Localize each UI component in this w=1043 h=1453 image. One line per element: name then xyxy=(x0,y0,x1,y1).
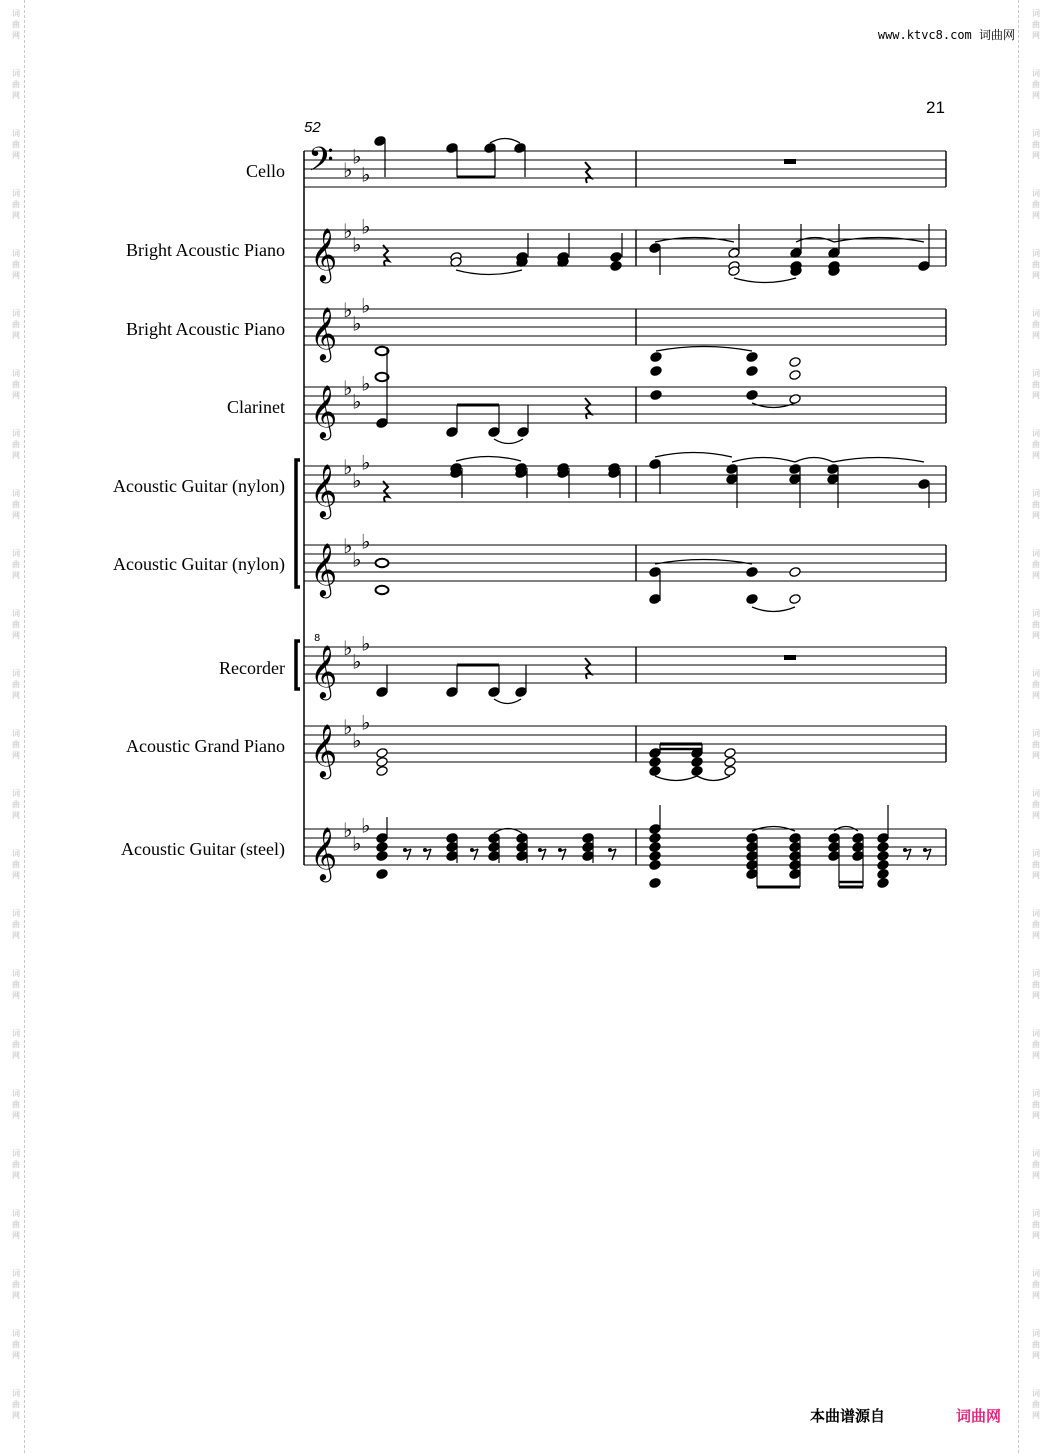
note-head xyxy=(374,135,387,146)
note-head xyxy=(789,850,802,861)
watermark-text-right: 词 曲 网 xyxy=(1032,789,1040,820)
footer-source-label: 本曲谱源自 xyxy=(810,1407,886,1425)
note-head xyxy=(789,356,802,367)
treble-clef: 𝄞 xyxy=(310,542,338,596)
note-head xyxy=(746,868,759,879)
note-head xyxy=(376,850,389,861)
instrument-label-bright-piano-2: Bright Acoustic Piano xyxy=(126,319,285,339)
watermark-text-left: 词 曲 网 xyxy=(12,189,20,220)
note-head xyxy=(376,747,389,758)
flat-sign: ♭ xyxy=(343,376,353,400)
flat-sign: ♭ xyxy=(343,636,353,660)
note-head xyxy=(918,478,931,489)
note-head xyxy=(789,841,802,852)
watermark-text-left: 词 曲 网 xyxy=(12,309,20,340)
note-head xyxy=(649,747,662,758)
instrument-label-grand-piano: Acoustic Grand Piano xyxy=(126,736,285,756)
note-head xyxy=(650,351,663,362)
note-head xyxy=(514,142,527,153)
flat-sign: ♭ xyxy=(343,534,353,558)
watermark-text-left: 词 曲 网 xyxy=(12,609,20,640)
note-head xyxy=(582,841,595,852)
treble-clef: 𝄞 xyxy=(310,723,338,777)
tie xyxy=(795,458,833,463)
watermark-text-left: 词 曲 网 xyxy=(12,789,20,820)
watermark-text-left: 词 曲 网 xyxy=(12,489,20,520)
note-head xyxy=(746,389,759,400)
flat-sign: ♭ xyxy=(352,831,362,856)
tie xyxy=(655,776,697,781)
watermark-text-left: 词 曲 网 xyxy=(12,1209,20,1240)
note-head xyxy=(582,832,595,843)
note-head xyxy=(789,369,802,380)
flat-sign: ♭ xyxy=(361,813,371,838)
note-head xyxy=(446,686,459,697)
note-head xyxy=(488,841,501,852)
tie xyxy=(456,457,521,462)
instrument-label-cello: Cello xyxy=(246,161,285,181)
tie xyxy=(732,458,795,463)
note-head xyxy=(649,877,662,888)
watermark-text-right: 词 曲 网 xyxy=(1032,969,1040,1000)
note-head xyxy=(877,868,890,879)
note-head xyxy=(516,841,529,852)
flat-sign: ♭ xyxy=(361,631,371,656)
flat-sign: ♭ xyxy=(343,158,353,182)
flat-sign: ♭ xyxy=(343,298,353,322)
note-head xyxy=(484,142,497,153)
note-head xyxy=(746,351,759,362)
note-head xyxy=(516,832,529,843)
watermark-text-left: 词 曲 网 xyxy=(12,9,20,40)
note-head xyxy=(446,142,459,153)
watermark-text-left: 词 曲 网 xyxy=(12,1149,20,1180)
whole-note xyxy=(376,559,389,567)
watermark-text-right: 词 曲 网 xyxy=(1032,609,1040,640)
note-head xyxy=(376,841,389,852)
measure-rest xyxy=(784,655,796,660)
watermark-text-left: 词 曲 网 xyxy=(12,669,20,700)
note-head xyxy=(649,832,662,843)
watermark-text-right: 词 曲 网 xyxy=(1032,729,1040,760)
note-head xyxy=(746,365,759,376)
note-head xyxy=(650,365,663,376)
tie xyxy=(655,453,732,458)
tie xyxy=(697,776,730,781)
watermark-text-left: 词 曲 网 xyxy=(12,1329,20,1360)
note-head xyxy=(516,850,529,861)
note-head xyxy=(649,841,662,852)
note-head xyxy=(724,756,737,767)
watermark-text-right: 词 曲 网 xyxy=(1032,549,1040,580)
watermark-text-left: 词 曲 网 xyxy=(12,129,20,160)
tie xyxy=(796,238,834,243)
watermark-text-left: 词 曲 网 xyxy=(12,1029,20,1060)
watermark-text-right: 词 曲 网 xyxy=(1032,849,1040,880)
watermark-text-right: 词 曲 网 xyxy=(1032,1269,1040,1300)
note-head xyxy=(724,765,737,776)
note-head xyxy=(488,426,501,437)
note-head xyxy=(852,841,865,852)
note-head xyxy=(649,823,662,834)
note-head xyxy=(746,859,759,870)
flat-sign: ♭ xyxy=(352,389,362,414)
note-head xyxy=(649,850,662,861)
note-head xyxy=(827,463,840,474)
note-head xyxy=(446,426,459,437)
note-head xyxy=(376,868,389,879)
note-head xyxy=(746,850,759,861)
instrument-label-recorder: Recorder xyxy=(219,658,285,678)
note-head xyxy=(828,841,841,852)
flat-sign: ♭ xyxy=(352,311,362,336)
tie xyxy=(456,270,522,275)
watermark-text-right: 词 曲 网 xyxy=(1032,249,1040,280)
note-head xyxy=(789,566,802,577)
quarter-rest xyxy=(585,162,591,183)
watermark-text-right: 词 曲 网 xyxy=(1032,429,1040,460)
note-head xyxy=(376,832,389,843)
note-head xyxy=(649,566,662,577)
note-head xyxy=(649,765,662,776)
flat-sign: ♭ xyxy=(352,144,362,169)
watermark-text-right: 词 曲 网 xyxy=(1032,309,1040,340)
watermark-text-right: 词 曲 网 xyxy=(1032,189,1040,220)
note-head xyxy=(446,832,459,843)
watermark-text-right: 词 曲 网 xyxy=(1032,489,1040,520)
note-head xyxy=(789,832,802,843)
quarter-rest xyxy=(585,398,591,419)
watermark-text-left: 词 曲 网 xyxy=(12,1089,20,1120)
note-head xyxy=(877,841,890,852)
note-head xyxy=(376,765,389,776)
measure-number: 52 xyxy=(304,119,321,136)
flat-sign: ♭ xyxy=(343,455,353,479)
treble-clef: 𝄞 xyxy=(310,826,338,880)
flat-sign: ♭ xyxy=(343,818,353,842)
watermark-text-right: 词 曲 网 xyxy=(1032,69,1040,100)
flat-sign: ♭ xyxy=(361,162,371,187)
note-head xyxy=(789,859,802,870)
note-head xyxy=(610,260,623,271)
note-head xyxy=(691,756,704,767)
watermark-text-right: 词 曲 网 xyxy=(1032,129,1040,160)
tie xyxy=(834,238,924,243)
watermark-text-right: 词 曲 网 xyxy=(1032,1389,1040,1420)
tie xyxy=(833,458,924,463)
tie xyxy=(752,607,795,612)
note-head xyxy=(789,868,802,879)
note-head xyxy=(724,747,737,758)
note-head xyxy=(852,850,865,861)
note-head xyxy=(877,877,890,888)
note-head xyxy=(746,841,759,852)
note-head xyxy=(726,463,739,474)
whole-note xyxy=(376,586,389,594)
footer-site-link[interactable]: 词曲网 xyxy=(956,1407,1002,1425)
note-head xyxy=(746,832,759,843)
watermark-text-right: 词 曲 网 xyxy=(1032,1329,1040,1360)
watermark-text-left: 词 曲 网 xyxy=(12,249,20,280)
note-head xyxy=(488,686,501,697)
flat-sign: ♭ xyxy=(361,371,371,396)
watermark-text-left: 词 曲 网 xyxy=(12,909,20,940)
clef-octave-mark: 8 xyxy=(314,633,321,644)
watermark-text-left: 词 曲 网 xyxy=(12,1389,20,1420)
flat-sign: ♭ xyxy=(352,547,362,572)
treble-clef: 𝄞 xyxy=(310,644,338,698)
note-head xyxy=(610,251,623,262)
note-head xyxy=(746,593,759,604)
watermark-text-right: 词 曲 网 xyxy=(1032,9,1040,40)
flat-sign: ♭ xyxy=(361,450,371,475)
note-head xyxy=(789,463,802,474)
note-head xyxy=(649,756,662,767)
note-head xyxy=(446,841,459,852)
note-head xyxy=(789,593,802,604)
source-url[interactable]: www.ktvc8.com 词曲网 xyxy=(877,28,1015,42)
measure-rest xyxy=(784,159,796,164)
note-head xyxy=(877,832,890,843)
watermark-text-right: 词 曲 网 xyxy=(1032,1089,1040,1120)
note-head xyxy=(649,242,662,253)
note-head xyxy=(376,417,389,428)
watermark-text-right: 词 曲 网 xyxy=(1032,1149,1040,1180)
watermark-text-left: 词 曲 网 xyxy=(12,729,20,760)
watermark-text-right: 词 曲 网 xyxy=(1032,669,1040,700)
note-head xyxy=(746,566,759,577)
watermark-text-left: 词 曲 网 xyxy=(12,69,20,100)
tie xyxy=(656,347,752,352)
note-head xyxy=(517,426,530,437)
watermark-text-left: 词 曲 网 xyxy=(12,549,20,580)
note-head xyxy=(877,859,890,870)
group-bracket xyxy=(296,641,300,689)
treble-clef: 𝄞 xyxy=(310,384,338,438)
flat-sign: ♭ xyxy=(352,232,362,257)
note-head xyxy=(852,832,865,843)
note-head xyxy=(446,850,459,861)
treble-clef: 𝄞 xyxy=(310,463,338,517)
note-head xyxy=(828,850,841,861)
page-number: 21 xyxy=(926,98,945,117)
note-head xyxy=(789,393,802,404)
note-head xyxy=(515,686,528,697)
tie xyxy=(490,139,520,144)
group-bracket xyxy=(296,460,300,587)
watermark-text-right: 词 曲 网 xyxy=(1032,1029,1040,1060)
flat-sign: ♭ xyxy=(352,649,362,674)
note-head xyxy=(649,458,662,469)
flat-sign: ♭ xyxy=(361,293,371,318)
flat-sign: ♭ xyxy=(343,219,353,243)
note-head xyxy=(488,850,501,861)
note-head xyxy=(376,686,389,697)
watermark-text-left: 词 曲 网 xyxy=(12,369,20,400)
watermark-text-right: 词 曲 网 xyxy=(1032,369,1040,400)
watermark-text-right: 词 曲 网 xyxy=(1032,1209,1040,1240)
note-head xyxy=(649,859,662,870)
watermark-text-left: 词 曲 网 xyxy=(12,1269,20,1300)
instrument-label-nylon-guitar-2: Acoustic Guitar (nylon) xyxy=(113,554,285,574)
flat-sign: ♭ xyxy=(352,468,362,493)
instrument-label-steel-guitar: Acoustic Guitar (steel) xyxy=(121,839,285,859)
note-head xyxy=(828,832,841,843)
treble-clef: 𝄞 xyxy=(310,227,338,281)
note-head xyxy=(649,593,662,604)
instrument-label-clarinet: Clarinet xyxy=(227,397,285,417)
tie xyxy=(494,439,523,444)
note-head xyxy=(691,765,704,776)
watermark-text-right: 词 曲 网 xyxy=(1032,909,1040,940)
watermark-text-left: 词 曲 网 xyxy=(12,969,20,1000)
tie xyxy=(734,278,796,283)
watermark-text-left: 词 曲 网 xyxy=(12,849,20,880)
note-head xyxy=(877,850,890,861)
note-head xyxy=(376,756,389,767)
quarter-rest xyxy=(585,658,591,679)
note-head xyxy=(582,850,595,861)
note-head xyxy=(918,260,931,271)
flat-sign: ♭ xyxy=(343,715,353,739)
flat-sign: ♭ xyxy=(352,728,362,753)
bass-clef: 𝄢 xyxy=(308,141,334,187)
tie xyxy=(655,238,734,243)
flat-sign: ♭ xyxy=(361,710,371,735)
note-head xyxy=(650,389,663,400)
watermark-text-left: 词 曲 网 xyxy=(12,429,20,460)
instrument-label-bright-piano-1: Bright Acoustic Piano xyxy=(126,240,285,260)
flat-sign: ♭ xyxy=(361,214,371,239)
note-head xyxy=(488,832,501,843)
instrument-label-nylon-guitar-1: Acoustic Guitar (nylon) xyxy=(113,476,285,496)
flat-sign: ♭ xyxy=(361,529,371,554)
treble-clef: 𝄞 xyxy=(310,306,338,360)
tie xyxy=(494,699,521,704)
